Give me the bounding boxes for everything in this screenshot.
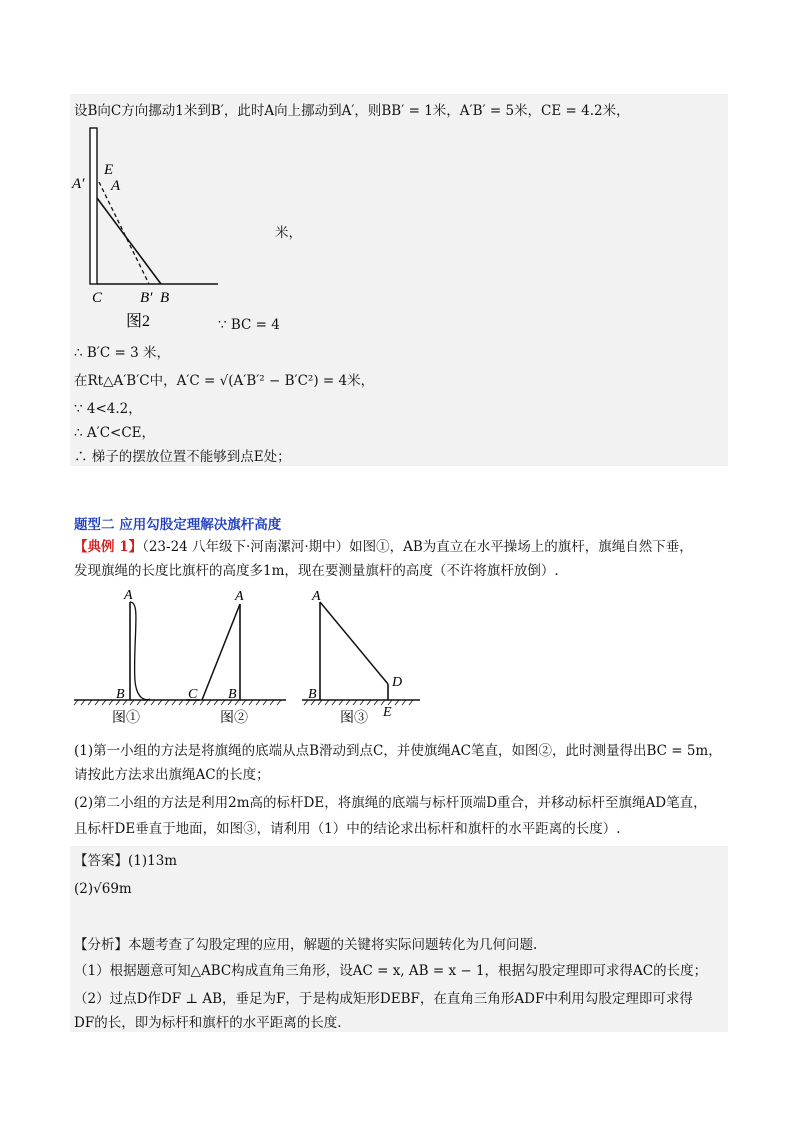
f2-rope	[202, 604, 240, 700]
question-1-line-1: (1)第一小组的方法是将旗绳的底端从点B滑动到点C，并使旗绳AC笔直，如图②，此时测量得出BC = 5m，	[74, 743, 722, 759]
f2-label-c: C	[188, 687, 198, 702]
ladder-old	[99, 182, 149, 284]
wall	[90, 128, 97, 284]
example-line-2: 发现旗绳的长度比旗杆的高度多1m，现在要测量旗杆的高度（不许将旗杆放倒）.	[74, 563, 559, 579]
question-2-line-1: (2)第二小组的方法是利用2m高的标杆DE，将旗绳的底端与标杆顶端D重合，并移动标杆至旗绳AD笔直，	[74, 795, 707, 811]
question-1-line-2: 请按此方法求出旗绳AC的长度；	[74, 767, 270, 783]
answer-tag: 【答案】	[74, 853, 128, 869]
fig2-label-a-prime: A′	[72, 176, 85, 192]
answer-analysis-block	[70, 846, 728, 1032]
solution-since-bc: ∵ BC = 4	[218, 317, 280, 333]
solution-line-end: ∴ 梯子的摆放位置不能够到点E处；	[74, 449, 291, 465]
f1-caption: 图①	[112, 711, 140, 726]
figure-3	[302, 589, 420, 726]
f3-rope	[320, 602, 388, 684]
fig2-caption: 图2	[126, 313, 151, 330]
f3-caption: 图③	[340, 711, 368, 726]
analysis-line-1: 【分析】本题考查了勾股定理的应用，解题的关键将实际问题转化为几何问题.	[74, 937, 538, 953]
figure-2-ladder	[70, 126, 240, 366]
figure-2	[186, 589, 286, 726]
f3-label-a: A	[312, 589, 321, 604]
figure-1	[74, 588, 200, 726]
ladder-new	[97, 198, 161, 284]
f3-label-d: D	[392, 675, 403, 690]
solution-after-fig: 米，	[275, 225, 302, 241]
solution-line-rt: 在Rt△A′B′C中，A′C = √(A′B′² − B′C²) = 4米，	[74, 373, 375, 389]
answer-2: (2)√69m	[74, 881, 132, 897]
f3-label-b: B	[308, 687, 317, 702]
example-line-1-text: （23-24 八年级下·河南漯河·期中）如图①，AB为直立在水平操场上的旗杆，旗绳自然下垂，	[142, 539, 693, 555]
f2-label-b: B	[228, 687, 237, 702]
section-title: 题型二 应用勾股定理解决旗杆高度	[74, 517, 282, 533]
example-line-1	[74, 538, 693, 556]
fig2-label-c: C	[92, 290, 103, 306]
fig2-label-a: A	[111, 178, 121, 194]
solution-line-cmp: ∵ 4<4.2，	[74, 401, 142, 417]
solution-line-1: 设B向C方向挪动1米到B′，此时A向上挪动到A′，则BB′ = 1米，A′B′ = 5米，CE = 4.2米，	[74, 103, 630, 119]
f1-label-a: A	[124, 588, 133, 603]
example-tag: 【典例 1】	[74, 539, 143, 555]
solution-line-lt: ∴ A′C<CE，	[74, 425, 156, 441]
fig2-label-e: E	[104, 162, 114, 178]
f2-label-a: A	[235, 589, 244, 604]
question-2-line-2: 且标杆DE垂直于地面，如图③，请利用（1）中的结论求出标杆和旗杆的水平距离的长度）.	[74, 821, 621, 837]
f1-label-b: B	[116, 687, 125, 702]
answer-line-1	[74, 852, 177, 870]
solution-line-bc: ∴ B′C = 3 米，	[74, 345, 170, 361]
fig2-label-b: B	[160, 290, 170, 306]
solution-block-top	[70, 94, 728, 466]
flagpole-figures	[72, 588, 432, 728]
analysis-line-3: （2）过点D作DF ⊥ AB，垂足为F，于是构成矩形DEBF，在直角三角形ADF中利用勾股定理即可求得	[74, 991, 693, 1007]
f2-caption: 图②	[220, 711, 248, 726]
answer-1: (1)13m	[128, 853, 178, 869]
analysis-line-2: （1）根据题意可知△ABC构成直角三角形，设AC = x, AB = x − 1，根据勾股定理即可求得AC的长度；	[74, 963, 708, 979]
fig2-label-b-prime: B′	[140, 290, 153, 306]
f1-rope	[130, 602, 150, 700]
analysis-line-4: DF的长，即为标杆和旗杆的水平距离的长度.	[74, 1015, 342, 1031]
f3-label-e: E	[383, 705, 392, 720]
